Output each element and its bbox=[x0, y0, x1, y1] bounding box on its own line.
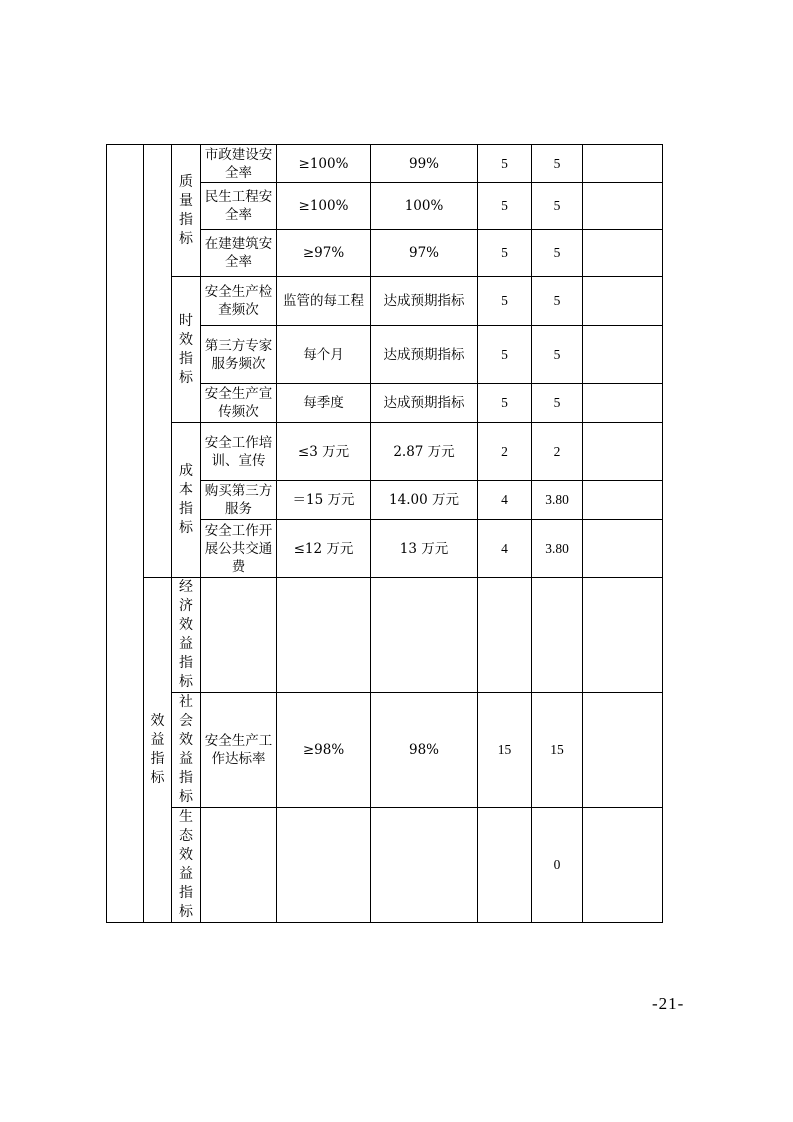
score-value: 5 bbox=[532, 277, 583, 326]
indicator-name bbox=[201, 578, 277, 693]
weight-value: 5 bbox=[478, 277, 532, 326]
category-cost: 成本指标 bbox=[172, 423, 201, 578]
target-value: 每个月 bbox=[277, 326, 371, 384]
indicator-name bbox=[201, 808, 277, 923]
weight-value: 5 bbox=[478, 326, 532, 384]
actual-value bbox=[371, 578, 478, 693]
actual-value: 13 万元 bbox=[371, 520, 478, 578]
note-cell bbox=[583, 693, 663, 808]
actual-value: 14.00 万元 bbox=[371, 481, 478, 520]
weight-value: 4 bbox=[478, 481, 532, 520]
indicator-name: 第三方专家服务频次 bbox=[201, 326, 277, 384]
weight-value: 5 bbox=[478, 384, 532, 423]
actual-value: 达成预期指标 bbox=[371, 277, 478, 326]
note-cell bbox=[583, 808, 663, 923]
score-value: 3.80 bbox=[532, 520, 583, 578]
actual-value: 达成预期指标 bbox=[371, 326, 478, 384]
target-value: ≤3 万元 bbox=[277, 423, 371, 481]
actual-value: 2.87 万元 bbox=[371, 423, 478, 481]
score-value: 5 bbox=[532, 384, 583, 423]
indicator-name: 市政建设安全率 bbox=[201, 145, 277, 183]
target-value: ≥100% bbox=[277, 145, 371, 183]
score-value: 0 bbox=[532, 808, 583, 923]
target-value: ≥97% bbox=[277, 230, 371, 277]
actual-value: 98% bbox=[371, 693, 478, 808]
indicator-name: 安全工作开展公共交通费 bbox=[201, 520, 277, 578]
score-value: 5 bbox=[532, 183, 583, 230]
score-value: 2 bbox=[532, 423, 583, 481]
score-value bbox=[532, 578, 583, 693]
category-quality: 质量指标 bbox=[172, 145, 201, 277]
note-cell bbox=[583, 145, 663, 183]
note-cell bbox=[583, 481, 663, 520]
category-social: 社会效益指标 bbox=[172, 693, 201, 808]
weight-value: 4 bbox=[478, 520, 532, 578]
weight-value bbox=[478, 578, 532, 693]
note-cell bbox=[583, 277, 663, 326]
table-row bbox=[107, 423, 663, 481]
note-cell bbox=[583, 578, 663, 693]
score-value: 5 bbox=[532, 326, 583, 384]
actual-value: 99% bbox=[371, 145, 478, 183]
note-cell bbox=[583, 230, 663, 277]
score-value: 5 bbox=[532, 145, 583, 183]
outer-blank-cell bbox=[107, 145, 144, 923]
actual-value: 达成预期指标 bbox=[371, 384, 478, 423]
target-value bbox=[277, 578, 371, 693]
table-row bbox=[107, 145, 663, 183]
note-cell bbox=[583, 183, 663, 230]
target-value: ＝15 万元 bbox=[277, 481, 371, 520]
weight-value: 2 bbox=[478, 423, 532, 481]
indicator-name: 安全生产检查频次 bbox=[201, 277, 277, 326]
indicator-name: 安全工作培训、宣传 bbox=[201, 423, 277, 481]
category-economic: 经济效益指标 bbox=[172, 578, 201, 693]
indicator-name: 在建建筑安全率 bbox=[201, 230, 277, 277]
note-cell bbox=[583, 326, 663, 384]
score-value: 3.80 bbox=[532, 481, 583, 520]
weight-value bbox=[478, 808, 532, 923]
target-value bbox=[277, 808, 371, 923]
indicator-name: 安全生产宣传频次 bbox=[201, 384, 277, 423]
category-benefit: 效益指标 bbox=[144, 578, 172, 923]
table-row bbox=[107, 693, 663, 808]
score-value: 15 bbox=[532, 693, 583, 808]
indicator-name: 购买第三方服务 bbox=[201, 481, 277, 520]
note-cell bbox=[583, 520, 663, 578]
target-value: ≥98% bbox=[277, 693, 371, 808]
output-indicator-cell bbox=[144, 145, 172, 578]
actual-value: 100% bbox=[371, 183, 478, 230]
actual-value bbox=[371, 808, 478, 923]
note-cell bbox=[583, 423, 663, 481]
category-ecological: 生态效益指标 bbox=[172, 808, 201, 923]
note-cell bbox=[583, 384, 663, 423]
performance-table bbox=[106, 144, 663, 923]
score-value: 5 bbox=[532, 230, 583, 277]
table-row bbox=[107, 277, 663, 326]
indicator-name: 民生工程安全率 bbox=[201, 183, 277, 230]
table-row bbox=[107, 578, 663, 693]
weight-value: 5 bbox=[478, 230, 532, 277]
target-value: ≥100% bbox=[277, 183, 371, 230]
weight-value: 5 bbox=[478, 145, 532, 183]
actual-value: 97% bbox=[371, 230, 478, 277]
table-row bbox=[107, 808, 663, 923]
weight-value: 15 bbox=[478, 693, 532, 808]
target-value: 监管的每工程 bbox=[277, 277, 371, 326]
page-number: -21- bbox=[652, 994, 685, 1013]
weight-value: 5 bbox=[478, 183, 532, 230]
category-timeliness: 时效指标 bbox=[172, 277, 201, 423]
indicator-name: 安全生产工作达标率 bbox=[201, 693, 277, 808]
target-value: ≤12 万元 bbox=[277, 520, 371, 578]
target-value: 每季度 bbox=[277, 384, 371, 423]
